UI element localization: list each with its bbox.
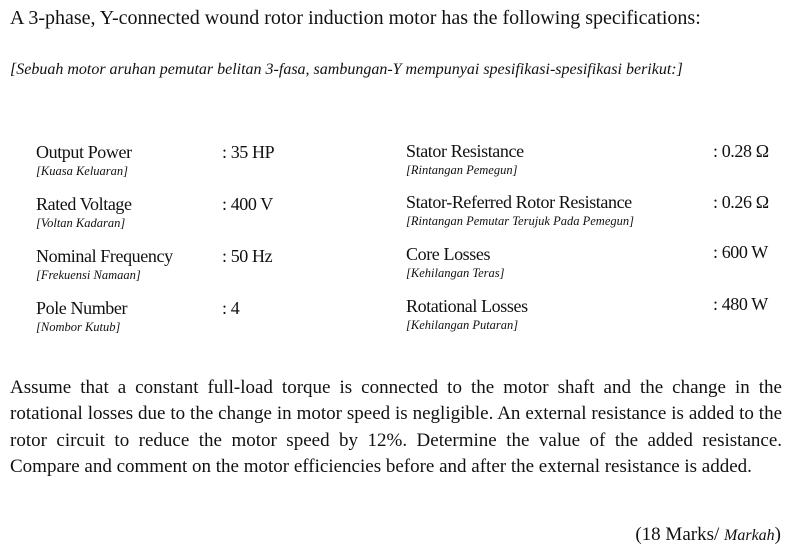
intro-english: A 3-phase, Y-connected wound rotor induction motor has the following specifications: — [10, 7, 701, 29]
spec-label: Output Power — [36, 142, 132, 162]
spec-value-core-losses: : 600 W — [713, 242, 768, 262]
marks-close: ) — [774, 524, 781, 545]
spec-rotor-resistance — [406, 191, 634, 229]
spec-output-power — [36, 141, 132, 179]
spec-value-pole-number: : 4 — [222, 298, 240, 318]
spec-value-output-power: : 35 HP — [222, 142, 275, 162]
spec-rated-voltage — [36, 193, 132, 231]
problem-statement: Assume that a constant full-load torque is connected to the motor shaft and the change in the rotational losses due to the change in motor speed is negligible. An external resistance is added to the rotor circuit to reduce the motor speed by 12%. Determine the value of the added resistance. Compare and comment on the motor efficiencies before and after the external resistance is added. — [10, 377, 782, 477]
spec-stator-resistance — [406, 140, 524, 178]
spec-pole-number — [36, 297, 127, 335]
spec-label: Pole Number — [36, 298, 128, 318]
marks-label-malay: Markah — [724, 527, 775, 544]
spec-label-malay: [Nombor Kutub] — [36, 320, 121, 334]
spec-value-rotor-resistance: : 0.26 Ω — [713, 192, 769, 212]
spec-label-malay: [Kuasa Keluaran] — [36, 164, 129, 178]
spec-label: Rated Voltage — [36, 194, 132, 214]
spec-label-malay: [Kehilangan Teras] — [406, 266, 505, 280]
spec-label-malay: [Voltan Kadaran] — [36, 216, 126, 230]
spec-label-malay: [Kehilangan Putaran] — [406, 318, 519, 332]
spec-label: Core Losses — [406, 244, 491, 264]
spec-label: Rotational Losses — [406, 296, 528, 316]
spec-value-stator-resistance: : 0.28 Ω — [713, 141, 769, 161]
spec-label-malay: [Rintangan Pemutar Terujuk Pada Pemegun] — [406, 214, 634, 228]
marks-label: (18 Marks/ — [635, 524, 720, 545]
spec-label: Stator-Referred Rotor Resistance — [406, 192, 632, 212]
spec-label-malay: [Rintangan Pemegun] — [406, 163, 518, 177]
spec-label: Stator Resistance — [406, 141, 524, 161]
spec-core-losses — [406, 243, 505, 281]
spec-rotational-losses — [406, 295, 528, 333]
spec-label-malay: [Frekuensi Namaan] — [36, 268, 141, 282]
spec-nominal-frequency — [36, 245, 173, 283]
spec-value-rotational-losses: : 480 W — [713, 294, 768, 314]
marks-allocation — [635, 523, 781, 548]
spec-label: Nominal Frequency — [36, 246, 173, 266]
spec-value-nominal-frequency: : 50 Hz — [222, 246, 273, 266]
spec-value-rated-voltage: : 400 V — [222, 194, 273, 214]
intro-malay: [Sebuah motor aruhan pemutar belitan 3-fasa, sambungan-Y mempunyai spesifikasi-spesifikasi berikut:] — [10, 61, 683, 78]
